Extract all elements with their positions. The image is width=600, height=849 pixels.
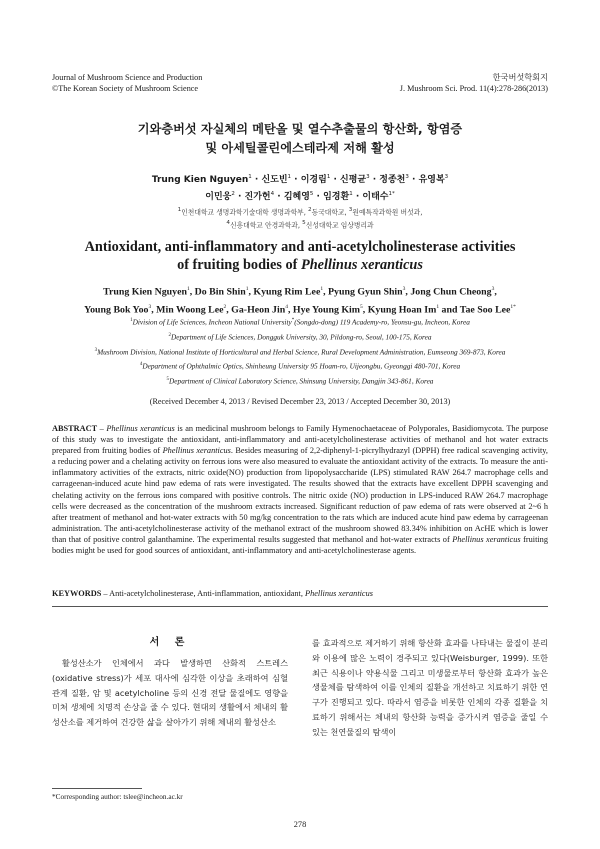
author-name: Young Bok Yoo — [84, 304, 149, 316]
authors-korean-line2 — [40, 187, 560, 204]
affiliation-text: 신흥대학교 안경과학과, — [230, 221, 303, 230]
journal-name: Journal of Mushroom Science and Production — [52, 73, 203, 82]
keywords-species: Phellinus xeranticus — [305, 589, 373, 598]
affiliation-line — [30, 314, 570, 329]
species-name: Phellinus xeranticus — [162, 446, 231, 456]
author-affiliation-mark: 1 — [248, 174, 252, 180]
author-separator: · — [274, 192, 284, 202]
author-separator: · — [313, 192, 324, 202]
journal-header-right — [400, 72, 548, 94]
author-name: 김혜영 — [283, 192, 310, 202]
author-name: Jong Chun Cheong — [410, 286, 492, 298]
title-korean-line1: 기와층버섯 자실체의 메탄올 및 열수추출물의 항산화, 항염증 — [137, 122, 463, 136]
corresponding-author-footnote: *Corresponding author: tslee@incheon.ac.kr — [52, 792, 183, 801]
author-affiliation-mark: 1 — [349, 191, 353, 197]
author-affiliation-mark: 1 — [245, 286, 249, 292]
author-name: Trung Kien Nguyen — [103, 286, 187, 298]
author-separator: , — [323, 286, 329, 298]
affiliation-mark: 5 — [302, 219, 306, 226]
intro-left-column: 활성산소가 인체에서 과다 발생하면 산화적 스트레스(oxidative stress)가 세포 대사에 심각한 이상을 초래하여 심혈관계 질환, 암 및 acetylcholine 등의 신경 전달 물질에도 영향을 미쳐 생체에 치명적 손상을 줄 수 있다. 현대의 생활에서 체내의 활성산소를 제거하여 건강한 삶을 살아가기 위해 체내의 활성산소 — [52, 658, 288, 728]
author-name: Trung Kien Nguyen — [151, 175, 249, 185]
author-affiliation-mark: 4 — [270, 191, 275, 197]
affiliation-text: 동국대학교, — [311, 208, 349, 217]
journal-name-kr: 한국버섯학회지 — [492, 73, 548, 82]
abstract — [52, 423, 548, 556]
keywords-label: KEYWORDS — [52, 589, 102, 598]
affiliation-mark: 1 — [177, 207, 182, 213]
affiliation-text: 인천대학교 생명과학기술대학 생명과학부, — [181, 208, 309, 217]
affiliation-mark: * — [291, 318, 295, 323]
author-separator: · — [352, 192, 363, 202]
author-name: Pyung Gyun Shin — [328, 286, 403, 298]
keywords-text: Anti-acetylcholinesterase, Anti-inflammation, antioxidant, — [109, 589, 306, 598]
journal-citation: J. Mushroom Sci. Prod. 11(4):278-286(2013) — [399, 84, 548, 93]
title-english-line2 — [40, 256, 560, 274]
author-affiliation-mark: 3 — [148, 303, 152, 310]
affiliation-line — [30, 358, 570, 373]
author-separator: , — [287, 304, 293, 316]
species-name: Phellinus xeranticus — [106, 424, 175, 433]
author-separator: · — [369, 175, 380, 185]
affiliations-korean-line1 — [40, 205, 560, 218]
author-name: 이태수 — [362, 192, 389, 202]
keywords — [52, 588, 548, 599]
author-separator: , — [494, 286, 497, 298]
affiliations-korean-line2 — [40, 218, 560, 231]
affiliation-mark: 4 — [139, 362, 143, 368]
abstract-text: Phellinus xeranticus is an medicinal mushroom belongs to Family Hymenochaetaceae of Polyporales, Basidiomycota. The purpose of this study was to investigate the antioxidant, anti-inflammatory and anti-acetylcholinesterase activities of methanol and hot water extracts prepared from fruiting bodies of Phellinus xeranticus. Besides measuring of 2,2-diphenyl-1-picrylhydrazyl (DPPH) free radical scavenging activity, a reducing power and a chelating activity on ferrous ions were also measured to evaluate the antioxidant activity of the extracts. To measure the anti-inflammatory activities of the extracts, nitric oxide(NO) production from lipopolysaccharide (LPS) stimulated RAW 264.7 macrophage cells and carrageenan-induced acute hind paw edema of rats were investigated. The results showed that the extracts have excellent DPPH scavenging and chelating activity on the ferrous ions compared with positive controls. The nitric oxide (NO) production in LPS-induced RAW 264.7 macrophage cells were decreased as the concentration of the mushroom extracts increased. Significant reduction of paw edema of rats were observed at 2~6 h after treatment of methanol and hot-water extracts with 50 mg/kg concentration to the rats which are induced acute hind paw edema by carrageenan administration. The anti-acetylcholinesterase activity of the methanol extract of the mushroom showed 83.34% inhibition on AcHE which is lower than that of positive control galanthamine. The experimental results suggested that methanol and hot-water extracts of Phellinus xeranticus fruiting bodies might be used for good sources of antioxidant, anti-inflammatory and anti-acetylcholinesterase agents. — [52, 424, 549, 556]
author-name: Kyung Rim Lee — [253, 286, 321, 298]
abstract-dash: – — [97, 424, 107, 433]
author-affiliation-mark: 3 — [444, 174, 449, 180]
author-name: Do Bin Shin — [194, 286, 246, 298]
affiliation-text: Mushroom Division, National Institute of Horticultural and Herbal Science, Rural Development Administration, Eumseong 369-873, Korea — [97, 347, 506, 357]
author-separator: · — [291, 175, 301, 185]
journal-society: ©The Korean Society of Mushroom Science — [52, 84, 199, 93]
title-english-prefix: of fruiting bodies of — [177, 257, 301, 273]
section-title-introduction: 서 론 — [149, 637, 191, 648]
title-korean-line2: 및 아세틸콜린에스테라제 저해 활성 — [205, 141, 395, 155]
authors-korean-line1 — [40, 170, 560, 187]
keywords-divider — [52, 606, 548, 607]
author-name: 진가헌 — [244, 192, 271, 202]
author-affiliation-mark: 1 — [326, 174, 331, 180]
species-name: Phellinus xeranticus — [452, 534, 521, 544]
affiliation-text: 원예특작과학원 버섯과, — [352, 208, 423, 217]
affiliation-text: Department of Life Sciences, Dongguk University, 30, Pildong-ro, Seoul, 100-175, Korea — [171, 332, 432, 342]
author-affiliation-mark: 1* — [388, 191, 395, 197]
author-affiliation-mark: 3 — [366, 174, 370, 180]
author-name: 임경환 — [323, 192, 350, 202]
title-korean — [40, 120, 560, 158]
affiliation-line — [30, 329, 570, 344]
author-affiliation-mark: 1 — [287, 174, 292, 180]
author-separator: · — [330, 175, 341, 185]
authors-english-line1 — [40, 282, 560, 300]
author-separator: , — [248, 286, 254, 298]
author-affiliation-mark: 3 — [402, 286, 406, 292]
author-separator: , — [189, 286, 195, 298]
author-affiliation-mark: 5 — [309, 191, 314, 197]
author-name: Min Woong Lee — [156, 304, 224, 316]
author-affiliation-mark: 1* — [510, 303, 516, 310]
author-separator: and — [439, 304, 460, 316]
author-affiliation-mark: 4 — [285, 303, 288, 310]
title-english — [40, 238, 560, 274]
affiliation-mark: 2 — [168, 332, 171, 338]
author-affiliation-mark: 1 — [320, 286, 324, 292]
authors-korean — [40, 170, 560, 204]
author-separator: , — [151, 304, 157, 316]
author-affiliation-mark: 1 — [186, 286, 190, 292]
author-name: Ga-Heon Jin — [231, 304, 286, 316]
authors-english — [40, 282, 560, 318]
affiliation-text: Division of Life Sciences, Incheon National University — [132, 317, 292, 327]
author-affiliation-mark: 2 — [231, 191, 235, 197]
author-separator: · — [251, 175, 262, 185]
author-name: 신평균 — [340, 175, 367, 185]
affiliations-korean — [40, 205, 560, 231]
intro-right-column: 를 효과적으로 제거하기 위해 항산화 효과를 나타내는 물질이 분리와 이용에 많은 노력이 경주되고 있다(Weisburger, 1999). 또한 최근 식용이나 약용식물 그리고 미생물로부터 항산화 효과가 높은 생물체를 탐색하여 이를 인체의 질환을 개선하고 치료하기 위한 연구가 진행되고 있다. 따라서 염증을 비롯한 인체의 각종 질환을 치료하기 위해서는 체내의 항산화 능력을 증가시켜 염증을 줄일 수 있는 천연물질의 탐색이 — [312, 638, 548, 737]
affiliations-english — [30, 314, 570, 388]
author-affiliation-mark: 3 — [491, 286, 495, 292]
author-name: Hye Young Kim — [292, 304, 361, 316]
affiliation-mark: 3 — [348, 207, 353, 213]
affiliation-text: (Songdo-dong) 119 Academy-ro, Yeonsu-gu, Incheon, Korea — [294, 317, 470, 327]
affiliation-text: 신성대학교 임상병리과 — [305, 221, 374, 230]
affiliation-line — [30, 373, 570, 388]
abstract-label: ABSTRACT — [52, 424, 98, 433]
author-name: 이민웅 — [205, 192, 232, 202]
author-name: 정종천 — [379, 175, 406, 185]
author-name: Tae Soo Lee — [459, 304, 511, 316]
affiliation-text: Department of Clinical Laboratory Science, Shinsung University, Dangjin 343-861, Korea — [169, 376, 434, 386]
author-affiliation-mark: 2 — [223, 303, 227, 310]
author-name: Kyung Hoan Im — [367, 304, 437, 316]
page-number: 278 — [293, 820, 307, 829]
affiliation-mark: 4 — [226, 219, 231, 226]
received-dates: (Received December 4, 2013 / Revised December 23, 2013 / Accepted December 30, 2013) — [149, 397, 451, 406]
author-name: 신도빈 — [261, 175, 288, 185]
affiliation-text: Department of Ophthalmic Optics, Shinheung University 95 Hoam-ro, Uijeongbu, Gyeonggi 480-701, Korea — [142, 361, 461, 371]
affiliation-mark: 1 — [130, 318, 133, 323]
author-separator: , — [226, 304, 232, 316]
author-separator: · — [234, 192, 245, 202]
author-affiliation-mark: 3 — [405, 174, 409, 180]
journal-header-left — [52, 72, 202, 94]
author-affiliation-mark: 1 — [436, 303, 440, 310]
footnote-divider — [52, 788, 142, 789]
author-name: 이경림 — [300, 175, 327, 185]
author-separator: , — [362, 304, 368, 316]
affiliation-line — [30, 344, 570, 359]
author-name: 유영복 — [418, 175, 445, 185]
affiliation-mark: 3 — [94, 347, 98, 353]
affiliation-mark: 2 — [308, 207, 312, 213]
author-separator: , — [405, 286, 411, 298]
title-english-line1: Antioxidant, anti-inflammatory and anti-acetylcholinesterase activities — [84, 239, 516, 255]
author-affiliation-mark: 5 — [360, 303, 363, 310]
affiliation-mark: 5 — [166, 377, 170, 383]
species-name: Phellinus xeranticus — [300, 257, 423, 273]
author-separator: · — [408, 175, 419, 185]
keywords-dash: – — [101, 589, 110, 598]
